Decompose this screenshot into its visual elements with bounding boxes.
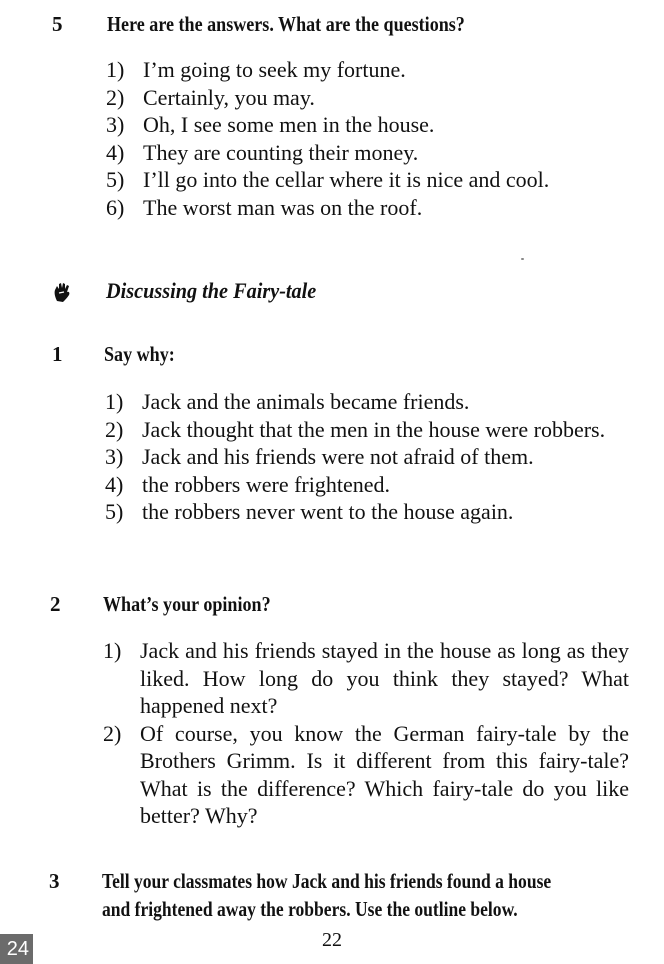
- exercise-2-list: [103, 637, 629, 830]
- list-item: 2) Jack thought that the men in the house were robbers.: [105, 416, 606, 442]
- list-item: 1) Jack and the animals became friends.: [105, 389, 470, 414]
- list-item: 3) Jack and his friends were not afraid of them.: [105, 444, 534, 469]
- section-title: Discussing the Fairy-tale: [106, 278, 317, 303]
- exercise-3-number: 3: [49, 869, 60, 893]
- list-item: 2) Certainly, you may.: [106, 84, 315, 110]
- list-item: 5) the robbers never went to the house again.: [105, 499, 514, 524]
- exercise-2-title: What’s your opinion?: [103, 592, 271, 616]
- print-speck: [521, 258, 524, 260]
- list-item: 1) I’m going to seek my fortune.: [106, 57, 406, 82]
- list-item: 5) I’ll go into the cellar where it is nice and cool.: [106, 167, 550, 192]
- exercise-2-number: 2: [50, 592, 61, 616]
- corner-page-tab: 24: [0, 934, 33, 964]
- exercise-5-title: Here are the answers. What are the questions?: [107, 12, 465, 36]
- hand-icon: [52, 281, 72, 303]
- page-number: 22: [322, 929, 342, 951]
- exercise-1-list: [105, 388, 629, 526]
- list-item: 3) Oh, I see some men in the house.: [106, 112, 435, 137]
- exercise-5-list: [106, 56, 636, 221]
- list-item: 2) Of course, you know the German fairy-tale by the Brothers Grimm. Is it different from this fairy-tale? What is the difference? Which fairy-tale do you like better? Why?: [103, 720, 629, 828]
- exercise-3-title-line-1: Tell your classmates how Jack and his friends found a house: [102, 869, 552, 893]
- exercise-1-title: Say why:: [104, 342, 175, 366]
- list-item: 1) Jack and his friends stayed in the house as long as they liked. How long do you think they stayed? What happened next?: [103, 638, 629, 718]
- list-item: 6) The worst man was on the roof.: [106, 194, 423, 220]
- list-item: 4) the robbers were frightened.: [105, 471, 391, 497]
- exercise-1-number: 1: [52, 342, 63, 366]
- exercise-5-number: 5: [52, 12, 63, 36]
- exercise-3-title-line-2: and frightened away the robbers. Use the outline below.: [102, 897, 518, 921]
- list-item: 4) They are counting their money.: [106, 139, 419, 165]
